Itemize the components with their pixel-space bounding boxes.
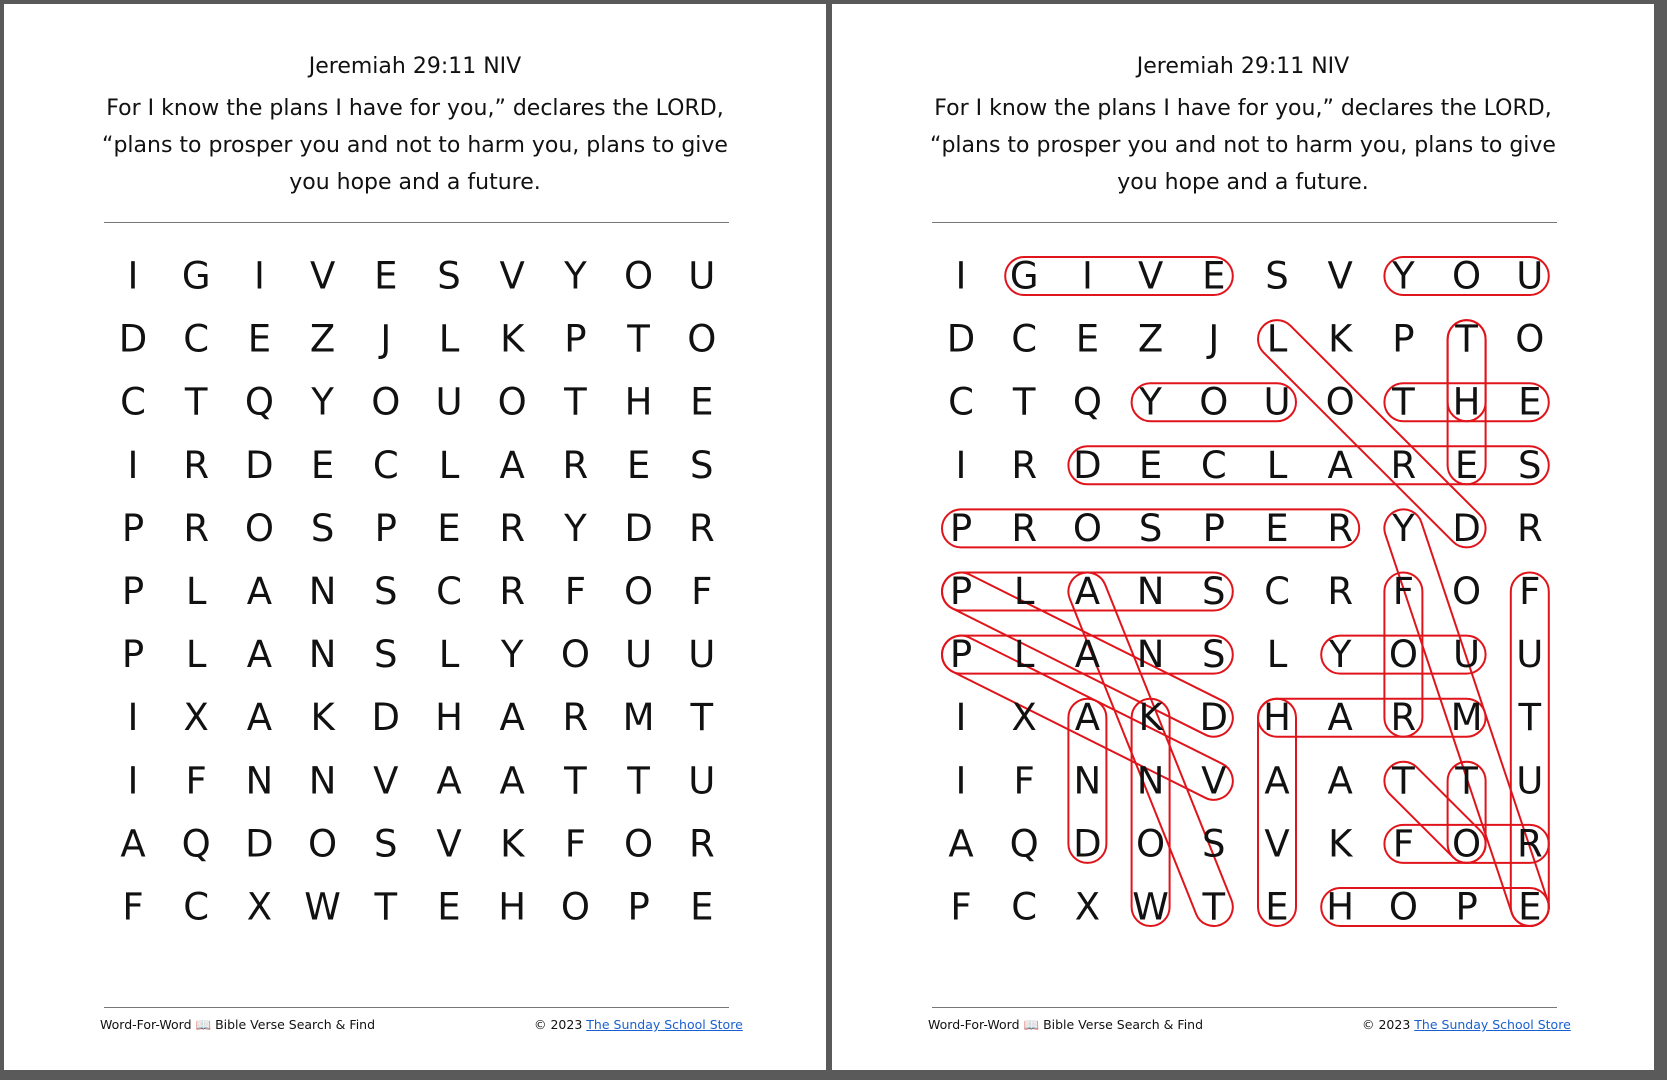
- grid-letter: P: [949, 570, 973, 613]
- grid-letter: R: [1011, 443, 1038, 487]
- grid-letter: V: [1201, 759, 1227, 803]
- grid-letter: T: [1392, 380, 1415, 424]
- grid-letter: O: [308, 822, 338, 866]
- grid-letter: V: [436, 822, 462, 866]
- grid-letter: S: [437, 254, 461, 298]
- grid-letter: S: [1518, 443, 1542, 487]
- footer-subtitle: Bible Verse Search & Find: [215, 1017, 376, 1032]
- grid-letter: O: [244, 506, 274, 550]
- grid-letter: H: [1452, 380, 1481, 424]
- grid-letter: L: [438, 443, 460, 487]
- grid-letter: A: [499, 696, 525, 740]
- grid-letter: Y: [564, 506, 587, 550]
- grid-letter: R: [499, 570, 526, 613]
- grid-letter: O: [1136, 822, 1166, 866]
- grid-letter: P: [627, 885, 650, 929]
- grid-letter: X: [1011, 696, 1037, 740]
- grid-letter: M: [622, 696, 655, 740]
- grid-letter: S: [374, 570, 398, 613]
- grid-letter: Z: [309, 317, 336, 361]
- grid-letter: E: [374, 254, 398, 298]
- grid-letter: D: [118, 317, 148, 361]
- grid-letter: O: [371, 380, 401, 424]
- grid-letter: O: [624, 254, 654, 298]
- grid-letter: A: [1264, 759, 1290, 803]
- grid-letter: S: [1138, 506, 1163, 550]
- grid-letter: C: [1264, 570, 1290, 613]
- grid-letter: T: [1455, 317, 1478, 361]
- grid-letter: O: [1388, 885, 1418, 929]
- verse-line: you hope and a future.: [1117, 170, 1369, 195]
- grid-letter: J: [1208, 317, 1220, 361]
- grid-letter: D: [245, 443, 274, 487]
- grid-letter: W: [304, 885, 341, 929]
- grid-letter: L: [1013, 633, 1035, 677]
- grid-letter: Y: [1139, 380, 1162, 424]
- grid-letter: V: [1327, 254, 1353, 298]
- grid-letter: D: [245, 822, 274, 866]
- grid-letter: V: [1137, 254, 1164, 298]
- grid-letter: U: [1516, 633, 1544, 677]
- footer-copyright: [534, 1017, 743, 1032]
- grid-letter: O: [624, 570, 654, 613]
- grid-letter: D: [624, 506, 653, 550]
- grid-letter: K: [500, 822, 525, 866]
- grid-letter: E: [310, 443, 335, 487]
- grid-letter: D: [946, 317, 976, 361]
- grid-letter: N: [308, 570, 337, 613]
- grid-letter: T: [184, 380, 208, 424]
- grid-letter: R: [183, 443, 210, 487]
- grid-letter: U: [1453, 633, 1481, 677]
- grid-letter: I: [127, 443, 139, 487]
- grid-letter: H: [1263, 696, 1291, 740]
- grid-letter: R: [1390, 443, 1417, 487]
- grid-letter: S: [1202, 822, 1226, 866]
- verse-line: For I know the plans I have for you,” declares the LORD,: [934, 96, 1552, 121]
- grid-letter: F: [564, 570, 587, 613]
- grid-letter: U: [435, 380, 463, 424]
- grid-letter: A: [499, 443, 525, 487]
- grid-letter: U: [1516, 254, 1544, 298]
- grid-letter: N: [1136, 633, 1165, 677]
- grid-letter: T: [1202, 885, 1226, 929]
- grid-letter: O: [1199, 380, 1229, 424]
- grid-letter: Q: [244, 380, 274, 424]
- grid-letter: T: [1518, 696, 1542, 740]
- grid-letter: O: [1388, 633, 1418, 677]
- grid-letter: I: [955, 696, 967, 740]
- grid-letter: L: [1266, 317, 1288, 361]
- grid-letter: E: [1518, 885, 1542, 929]
- grid-letter: V: [1264, 822, 1290, 866]
- grid-letter: N: [1136, 759, 1165, 803]
- grid-letter: S: [374, 633, 398, 677]
- grid-letter: F: [122, 885, 144, 929]
- grid-letter: T: [627, 317, 650, 361]
- divider: [932, 1007, 1557, 1008]
- grid-letter: E: [247, 317, 272, 361]
- grid-letter: T: [564, 759, 587, 803]
- grid-letter: V: [373, 759, 399, 803]
- grid-letter: R: [562, 696, 589, 740]
- grid-letter: N: [308, 759, 337, 803]
- grid-letter: D: [1073, 822, 1102, 866]
- footer-copyright: [1362, 1017, 1571, 1032]
- grid-letter: L: [185, 633, 207, 677]
- grid-letter: D: [371, 696, 401, 740]
- grid-letter: Q: [1009, 822, 1039, 866]
- grid-letter: U: [1516, 759, 1544, 803]
- divider: [104, 1007, 729, 1008]
- grid-letter: O: [1325, 380, 1355, 424]
- grid-letter: P: [121, 633, 145, 677]
- grid-letter: R: [1327, 570, 1354, 613]
- grid-letter: A: [436, 759, 462, 803]
- grid-letter: L: [438, 317, 460, 361]
- verse-reference: Jeremiah 29:11 NIV: [1136, 54, 1350, 79]
- grid-letter: L: [1266, 633, 1288, 677]
- grid-letter: A: [499, 759, 525, 803]
- footer-subtitle: Bible Verse Search & Find: [1043, 1017, 1204, 1032]
- grid-letter: N: [308, 633, 337, 677]
- grid-letter: P: [1392, 317, 1415, 361]
- grid-letter: C: [120, 380, 146, 424]
- solution-circle: [1321, 888, 1549, 926]
- grid-letter: E: [1202, 254, 1226, 298]
- grid-letter: R: [688, 822, 715, 866]
- grid-letter: R: [1516, 822, 1543, 866]
- grid-letter: R: [1390, 696, 1417, 740]
- grid-letter: M: [1450, 696, 1483, 740]
- grid-letter: E: [1518, 380, 1542, 424]
- grid-letter: F: [691, 570, 713, 613]
- verse-reference: Jeremiah 29:11 NIV: [308, 54, 522, 79]
- grid-letter: N: [1136, 570, 1165, 613]
- grid-letter: W: [1132, 885, 1169, 929]
- verse-line: “plans to prosper you and not to harm you, plans to give: [930, 133, 1556, 158]
- grid-letter: E: [1138, 443, 1163, 487]
- grid-letter: P: [121, 506, 145, 550]
- grid-letter: G: [1009, 254, 1039, 298]
- grid-letter: O: [1072, 506, 1102, 550]
- grid-letter: C: [1200, 443, 1227, 487]
- grid-letter: A: [1074, 570, 1101, 613]
- grid-letter: D: [1199, 696, 1229, 740]
- store-link[interactable]: The Sunday School Store: [1414, 1017, 1571, 1032]
- grid-letter: O: [1452, 254, 1482, 298]
- grid-letter: O: [1515, 317, 1545, 361]
- verse-line: you hope and a future.: [289, 170, 541, 195]
- grid-letter: I: [127, 696, 139, 740]
- grid-letter: O: [1452, 570, 1482, 613]
- grid-letter: S: [374, 822, 398, 866]
- grid-letter: P: [949, 633, 973, 677]
- grid-letter: C: [183, 317, 210, 361]
- grid-letter: K: [1328, 822, 1353, 866]
- grid-letter: T: [690, 696, 714, 740]
- grid-letter: P: [1202, 506, 1225, 550]
- grid-letter: L: [1266, 443, 1288, 487]
- grid-letter: P: [1455, 885, 1478, 929]
- grid-letter: D: [1073, 443, 1102, 487]
- grid-letter: U: [688, 254, 716, 298]
- grid-letter: E: [1454, 443, 1479, 487]
- solution-circle: [1005, 257, 1233, 295]
- grid-letter: L: [185, 570, 207, 613]
- grid-letter: S: [1202, 570, 1226, 613]
- puzzle-page: [4, 4, 826, 1070]
- grid-letter: X: [246, 885, 273, 929]
- grid-letter: P: [949, 506, 973, 550]
- verse-line: “plans to prosper you and not to harm you, plans to give: [102, 133, 728, 158]
- grid-letter: K: [500, 317, 525, 361]
- grid-letter: Y: [564, 254, 587, 298]
- grid-letter: P: [564, 317, 587, 361]
- grid-letter: U: [625, 633, 653, 677]
- grid-letter: R: [1516, 506, 1543, 550]
- grid-letter: A: [246, 633, 273, 677]
- grid-letter: P: [374, 506, 397, 550]
- grid-letter: O: [1452, 822, 1482, 866]
- copyright-text: © 2023: [1362, 1017, 1411, 1032]
- grid-letter: R: [562, 443, 589, 487]
- grid-letter: A: [1074, 696, 1101, 740]
- grid-letter: C: [372, 443, 399, 487]
- grid-letter: C: [436, 570, 462, 613]
- grid-letter: A: [1327, 696, 1353, 740]
- grid-letter: F: [1519, 570, 1541, 613]
- grid-letter: L: [1013, 570, 1035, 613]
- grid-letter: D: [1452, 506, 1481, 550]
- grid-letter: R: [183, 506, 210, 550]
- copyright-text: © 2023: [534, 1017, 583, 1032]
- grid-letter: C: [1011, 885, 1038, 929]
- letter-grid-solved: [832, 4, 1654, 1070]
- grid-letter: C: [1011, 317, 1038, 361]
- grid-letter: H: [435, 696, 463, 740]
- book-icon: 📖: [1023, 1017, 1040, 1032]
- grid-letter: Y: [1392, 254, 1415, 298]
- grid-letter: C: [948, 380, 974, 424]
- grid-letter: J: [380, 317, 392, 361]
- grid-letter: E: [690, 885, 714, 929]
- grid-letter: X: [1074, 885, 1101, 929]
- grid-letter: S: [690, 443, 714, 487]
- grid-letter: T: [627, 759, 650, 803]
- grid-letter: Z: [1137, 317, 1164, 361]
- grid-letter: T: [374, 885, 398, 929]
- grid-letter: T: [1392, 759, 1415, 803]
- grid-letter: K: [1328, 317, 1353, 361]
- grid-letter: I: [955, 443, 967, 487]
- grid-letter: E: [437, 506, 461, 550]
- grid-letter: O: [560, 633, 590, 677]
- grid-letter: F: [1013, 759, 1035, 803]
- footer-title: [928, 1017, 1203, 1033]
- grid-letter: Y: [1328, 633, 1352, 677]
- grid-letter: O: [687, 317, 717, 361]
- store-link[interactable]: The Sunday School Store: [586, 1017, 743, 1032]
- footer-title: [100, 1017, 375, 1033]
- grid-letter: U: [1263, 380, 1291, 424]
- grid-letter: H: [624, 380, 653, 424]
- book-icon: 📖: [195, 1017, 212, 1032]
- grid-letter: I: [955, 759, 967, 803]
- grid-letter: A: [1327, 759, 1353, 803]
- grid-letter: H: [498, 885, 527, 929]
- grid-letter: Y: [1392, 506, 1415, 550]
- grid-letter: Q: [1072, 380, 1102, 424]
- grid-letter: L: [438, 633, 460, 677]
- grid-letter: A: [1327, 443, 1353, 487]
- grid-letter: C: [183, 885, 210, 929]
- grid-letter: I: [1081, 254, 1093, 298]
- grid-letter: E: [690, 380, 714, 424]
- grid-letter: I: [955, 254, 967, 298]
- grid-letter: F: [1392, 570, 1415, 613]
- grid-letter: F: [1392, 822, 1415, 866]
- grid-letter: H: [1326, 885, 1355, 929]
- grid-letter: A: [246, 570, 273, 613]
- grid-letter: Y: [311, 380, 334, 424]
- grid-letter: F: [564, 822, 587, 866]
- footer-brand: Word-For-Word: [100, 1017, 192, 1032]
- verse-line: For I know the plans I have for you,” declares the LORD,: [106, 96, 724, 121]
- solution-circle: [1511, 573, 1549, 927]
- grid-letter: I: [253, 254, 265, 298]
- grid-letter: S: [1202, 633, 1226, 677]
- grid-letter: N: [1073, 759, 1102, 803]
- grid-letter: V: [499, 254, 525, 298]
- grid-letter: E: [1265, 885, 1289, 929]
- grid-letter: R: [688, 506, 715, 550]
- grid-letter: E: [626, 443, 651, 487]
- grid-letter: R: [499, 506, 526, 550]
- grid-letter: Q: [181, 822, 211, 866]
- grid-letter: S: [1265, 254, 1289, 298]
- grid-letter: E: [437, 885, 461, 929]
- grid-letter: R: [1327, 506, 1354, 550]
- grid-letter: A: [246, 696, 273, 740]
- grid-letter: K: [1138, 696, 1163, 740]
- grid-letter: X: [183, 696, 209, 740]
- grid-letter: F: [185, 759, 207, 803]
- letter-grid: [4, 4, 826, 1070]
- grid-letter: N: [245, 759, 274, 803]
- grid-letter: A: [120, 822, 146, 866]
- grid-letter: I: [127, 254, 139, 298]
- grid-letter: A: [948, 822, 974, 866]
- grid-letter: T: [1455, 759, 1478, 803]
- grid-letter: V: [309, 254, 336, 298]
- grid-letter: P: [121, 570, 145, 613]
- grid-letter: S: [310, 506, 335, 550]
- solution-circle: [1063, 567, 1239, 932]
- grid-letter: A: [1074, 633, 1101, 677]
- grid-letter: E: [1075, 317, 1100, 361]
- grid-letter: K: [310, 696, 335, 740]
- grid-letter: O: [624, 822, 654, 866]
- grid-letter: R: [1011, 506, 1038, 550]
- grid-letter: I: [127, 759, 139, 803]
- grid-letter: O: [560, 885, 590, 929]
- grid-letter: G: [181, 254, 211, 298]
- grid-letter: U: [688, 633, 716, 677]
- footer-brand: Word-For-Word: [928, 1017, 1020, 1032]
- grid-letter: T: [1012, 380, 1036, 424]
- grid-letter: O: [497, 380, 527, 424]
- grid-letter: Y: [500, 633, 524, 677]
- grid-letter: U: [688, 759, 716, 803]
- grid-letter: F: [950, 885, 972, 929]
- grid-letter: E: [1265, 506, 1289, 550]
- grid-letter: T: [564, 380, 587, 424]
- answer-key-page: [832, 4, 1654, 1070]
